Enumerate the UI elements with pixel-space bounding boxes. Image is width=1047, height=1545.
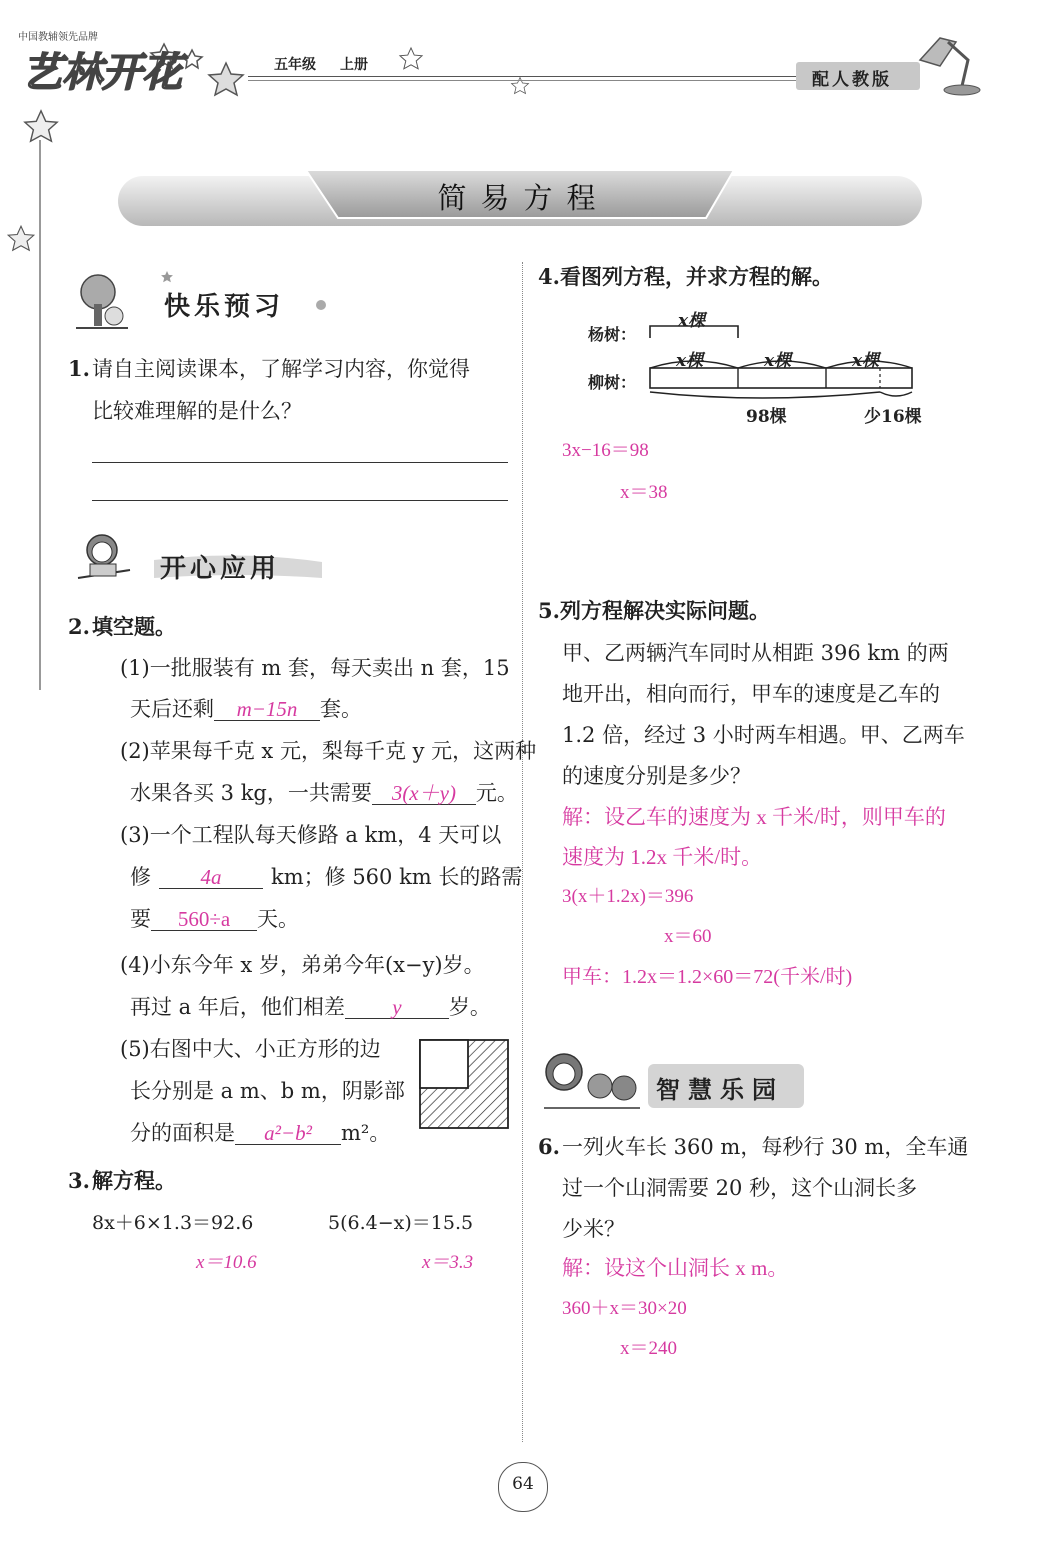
- q5-number: 5.: [538, 598, 560, 623]
- decor-dot: [316, 300, 326, 310]
- header-rule: [248, 80, 796, 81]
- diagram-total-label: 98棵: [746, 407, 787, 427]
- q1-text-line2: 比较难理解的是什么？: [92, 399, 302, 423]
- q2-p3-line3: [130, 906, 299, 933]
- q2-title: 填空题。: [92, 614, 176, 639]
- edition-label: 配人教版: [812, 70, 892, 90]
- answer-line[interactable]: [92, 500, 508, 501]
- children-icon: [540, 1046, 644, 1116]
- side-decor-line: [39, 140, 41, 690]
- q4-answer-1: 3x−16＝98: [562, 440, 649, 461]
- q5-text-line3: 1.2 倍，经过 3 小时两车相遇。甲、乙两车: [562, 723, 965, 747]
- header-rule: [248, 76, 796, 77]
- q2-p4-line1: (4)小东今年 x 岁，弟弟今年(x−y)岁。: [120, 953, 485, 977]
- q3-answer-2: x＝3.3: [422, 1252, 474, 1273]
- text: 要: [130, 907, 151, 931]
- header-volume: 上册: [340, 57, 368, 73]
- answer-line[interactable]: [92, 462, 508, 463]
- q3-number: 3.: [68, 1168, 90, 1193]
- q5-answer-line3: 3(x＋1.2x)＝396: [562, 886, 694, 907]
- section-heading-wisdom: 智慧乐园: [656, 1076, 784, 1104]
- fill-blank[interactable]: [372, 778, 476, 805]
- diagram-liu-segment-label: x棵: [676, 351, 704, 371]
- answer-text: m−15n: [236, 697, 298, 721]
- section-heading-apply: 开心应用: [160, 554, 281, 584]
- fill-blank[interactable]: [159, 862, 263, 889]
- q2-number: 2.: [68, 614, 90, 639]
- text: 修: [130, 865, 151, 889]
- diagram-less-label: 少16棵: [864, 407, 922, 427]
- q3-equation-1: 8x＋6×1.3＝92.6: [92, 1212, 254, 1234]
- q5-answer-line4: x＝60: [664, 926, 712, 947]
- answer-text: 560÷a: [177, 907, 231, 931]
- q3-answer-1: x＝10.6: [196, 1252, 257, 1273]
- q5-text-line1: 甲、乙两辆汽车同时从相距 396 km 的两: [562, 641, 949, 665]
- q2-p1-line1: (1)一批服装有 m 套，每天卖出 n 套，15: [120, 656, 510, 680]
- star-icon: [160, 270, 174, 284]
- answer-text: a²−b²: [264, 1121, 312, 1145]
- q3-title: 解方程。: [92, 1168, 176, 1193]
- q2-p3-line1: (3)一个工程队每天修路 a km，4 天可以: [120, 823, 502, 847]
- text: 水果各买 3 kg，一共需要: [130, 781, 372, 805]
- text: 再过 a 年后，他们相差: [130, 995, 345, 1019]
- squares-figure: [418, 1038, 510, 1130]
- answer-text: 4a: [200, 865, 222, 889]
- brand-tagline: 中国教辅领先品牌: [18, 32, 98, 43]
- q6-answer-line2: 360＋x＝30×20: [562, 1298, 687, 1319]
- child-reading-icon: [72, 530, 138, 586]
- q6-answer-line3: x＝240: [620, 1338, 678, 1359]
- q1-text-line1: 请自主阅读课本，了解学习内容，你觉得: [92, 357, 470, 381]
- star-icon: [6, 224, 36, 254]
- q2-p5-line3: [130, 1120, 390, 1147]
- q2-p1-line2: [130, 696, 362, 723]
- q1-number: 1.: [68, 356, 90, 381]
- page-title: 简易方程: [437, 181, 610, 215]
- q2-p3-line2: [130, 864, 522, 891]
- text: 分的面积是: [130, 1121, 235, 1145]
- fill-blank[interactable]: [151, 904, 257, 931]
- diagram-liu-label: 柳树：: [588, 373, 637, 392]
- brand-logo: [14, 36, 214, 100]
- fill-blank[interactable]: [345, 992, 449, 1019]
- answer-text: 3(x＋y): [391, 781, 456, 805]
- star-icon: [510, 76, 530, 96]
- q4-answer-2: x＝38: [620, 482, 668, 503]
- tree-icon: [72, 270, 132, 332]
- answer-text: y: [392, 995, 402, 1019]
- q6-answer-line1: 解：设这个山洞长 x m。: [562, 1256, 789, 1280]
- q6-number: 6.: [538, 1134, 560, 1159]
- star-icon: [206, 60, 246, 100]
- diagram-liu-segment-label: x棵: [764, 351, 792, 371]
- text: km；修 560 km 长的路需: [271, 865, 523, 889]
- fill-blank[interactable]: [214, 694, 320, 721]
- text: 天后还剩: [130, 697, 214, 721]
- section-heading-preview: 快乐预习: [164, 292, 285, 322]
- q5-answer-line1: 解：设乙车的速度为 x 千米/时，则甲车的: [562, 805, 946, 829]
- svg-text:艺林开花: 艺林开花: [22, 50, 182, 96]
- q2-p2-line1: (2)苹果每千克 x 元，梨每千克 y 元，这两种: [120, 739, 537, 763]
- text: 元。: [475, 781, 518, 805]
- q4-title: 看图列方程，并求方程的解。: [560, 264, 833, 289]
- diagram-yang-label: 杨树：: [588, 325, 637, 344]
- q5-title: 列方程解决实际问题。: [560, 598, 770, 623]
- q5-answer-line5: 甲车：1.2x＝1.2×60＝72(千米/时): [562, 966, 853, 988]
- q4-number: 4.: [538, 264, 560, 289]
- fill-blank[interactable]: [235, 1118, 341, 1145]
- diagram-liu-segment-label: x棵: [852, 351, 880, 371]
- text: 岁。: [448, 995, 491, 1019]
- q5-answer-line2: 速度为 1.2x 千米/时。: [562, 845, 763, 869]
- text: 天。: [257, 907, 299, 931]
- q6-text-line1: 一列火车长 360 m，每秒行 30 m，全车通: [562, 1135, 969, 1159]
- header-grade: 五年级: [274, 57, 316, 73]
- star-icon: [398, 46, 424, 72]
- column-divider: [522, 262, 523, 1442]
- q2-p4-line2: [130, 994, 491, 1021]
- q5-text-line2: 地开出，相向而行，甲车的速度是乙车的: [562, 682, 940, 706]
- q3-equation-2: 5(6.4−x)＝15.5: [328, 1212, 474, 1234]
- text: m²。: [341, 1121, 391, 1145]
- diagram-yang-segment-label: x棵: [678, 311, 706, 331]
- q2-p5-line1: (5)右图中大、小正方形的边: [120, 1037, 381, 1061]
- q2-p2-line2: [130, 780, 518, 807]
- star-icon: [22, 108, 60, 146]
- q6-text-line3: 少米？: [562, 1217, 625, 1241]
- q6-text-line2: 过一个山洞需要 20 秒，这个山洞长多: [562, 1176, 918, 1200]
- page-number: 64: [512, 1474, 534, 1494]
- q5-text-line4: 的速度分别是多少？: [562, 764, 751, 788]
- lamp-icon: [910, 20, 990, 98]
- q2-p5-line2: 长分别是 a m、b m，阴影部: [130, 1079, 405, 1103]
- text: 套。: [320, 697, 362, 721]
